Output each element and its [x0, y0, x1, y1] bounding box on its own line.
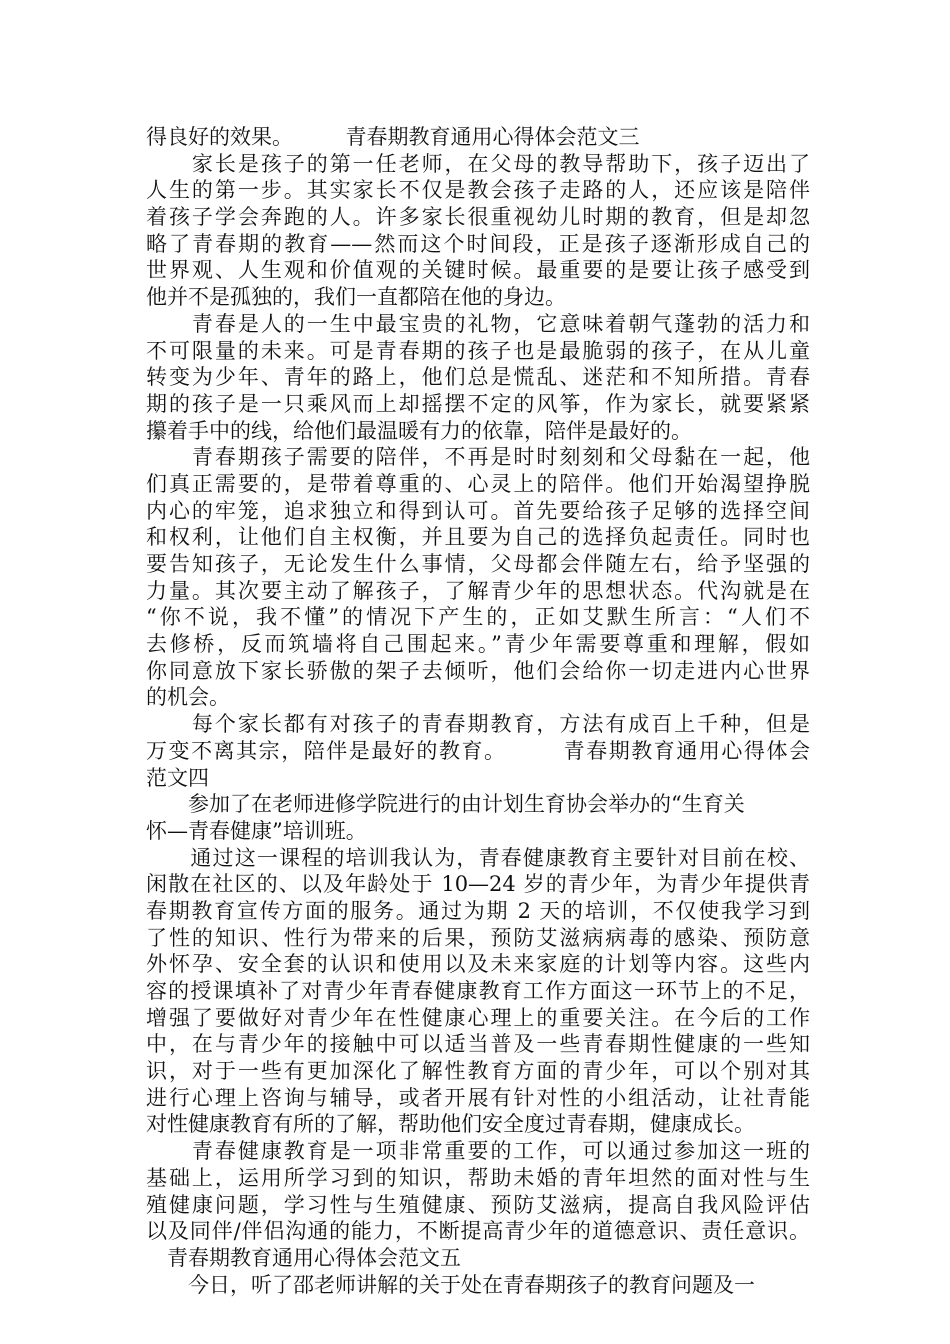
text-line: 人生的第一步。其实家长不仅是教会孩子走路的人，还应该是陪伴	[146, 178, 810, 203]
text-line: 他并不是孤独的，我们一直都陪在他的身边。	[146, 285, 566, 310]
text-line: 春期教育宣传方面的服务。通过为期 2 天的培训，不仅使我学习到	[146, 898, 810, 923]
text-line: 要告知孩子，无论发生什么事情，父母都会伴随左右，给予坚强的	[146, 552, 810, 576]
text-line: 着孩子学会奔跑的人。许多家长很重视幼儿时期的教育，但是却忽	[146, 205, 810, 230]
text-line: 们真正需要的，是带着尊重的、心灵上的陪伴。他们开始渴望挣脱	[146, 471, 810, 496]
text-line: 去修桥，反而筑墙将自己围起来。”青少年需要尊重和理解，假如	[146, 632, 810, 657]
text-line: 略了青春期的教育——然而这个时间段，正是孩子逐渐形成自己的	[146, 231, 810, 256]
text-line: 不可限量的未来。可是青春期的孩子也是最脆弱的孩子，在从儿童	[146, 338, 810, 363]
text-line: 进行心理上咨询与辅导，或者开展有针对性的小组活动，让社青能	[146, 1085, 810, 1110]
text-line: 和权利，让他们自主权衡，并且要为自己的选择负起责任。同时也	[146, 525, 810, 550]
text-line: 今日，听了邵老师讲解的关于处在青春期孩子的教育问题及一	[146, 1272, 755, 1297]
text-line: “你不说，我不懂”的情况下产生的，正如艾默生所言：“人们不	[146, 605, 810, 630]
text-line: 以及同伴/伴侣沟通的能力，不断提高青少年的道德意识、责任意识。	[146, 1219, 810, 1244]
text-line: 青春健康教育是一项非常重要的工作，可以通过参加这一班的	[146, 1139, 810, 1164]
text-line: 内心的牢笼，追求独立和得到认可。首先要给孩子足够的选择空间	[146, 498, 810, 523]
text-line: 万变不离其宗，陪伴是最好的教育。 青春期教育通用心得体会	[146, 738, 810, 763]
text-line: 中，在与青少年的接触中可以适当普及一些青春期性健康的一些知	[146, 1032, 810, 1057]
text-line: 世界观、人生观和价值观的关键时候。最重要的是要让孩子感受到	[146, 258, 810, 283]
text-line: 青春期教育通用心得体会范文五	[146, 1245, 461, 1270]
text-line: 对性健康教育有所的了解，帮助他们安全度过青春期，健康成长。	[146, 1112, 755, 1137]
text-line: 你同意放下家长骄傲的架子去倾听，他们会给你一切走进内心世界	[146, 658, 810, 683]
text-line: 的机会。	[146, 685, 230, 710]
text-line: 期的孩子是一只乘风而上却摇摆不定的风筝，作为家长，就要紧紧	[146, 391, 810, 416]
text-line: 青春是人的一生中最宝贵的礼物，它意味着朝气蓬勃的活力和	[146, 311, 810, 336]
text-line: 识，对于一些有更加深化了解性教育方面的青少年，可以个别对其	[146, 1059, 810, 1084]
text-line: 参加了在老师进修学院进行的由计划生育协会举办的“生育关	[146, 792, 745, 817]
text-line: 殖健康问题，学习性与生殖健康、预防艾滋病，提高自我风险评估	[146, 1192, 810, 1217]
text-line: 家长是孩子的第一任老师，在父母的教导帮助下，孩子迈出了	[146, 151, 810, 176]
text-line: 增强了要做好对青少年在性健康心理上的重要关注。在今后的工作	[146, 1005, 810, 1030]
text-line: 了性的知识、性行为带来的后果，预防艾滋病病毒的感染、预防意	[146, 925, 810, 950]
text-line: 攥着手中的线，给他们最温暖有力的依靠，陪伴是最好的。	[146, 418, 692, 443]
text-line: 通过这一课程的培训我认为，青春健康教育主要针对目前在校、	[146, 845, 810, 870]
text-line: 外怀孕、安全套的认识和使用以及未来家庭的计划等内容。这些内	[146, 952, 810, 977]
text-line: 每个家长都有对孩子的青春期教育，方法有成百上千种，但是	[146, 712, 810, 737]
text-line: 范文四	[146, 765, 209, 790]
text-line: 得良好的效果。 青春期教育通用心得体会范文三	[146, 125, 640, 149]
text-line: 力量。其次要主动了解孩子，了解青少年的思想状态。代沟就是在	[146, 578, 810, 603]
document-page	[146, 124, 810, 1298]
text-line: 容的授课填补了对青少年青春健康教育工作方面这一环节上的不足，	[146, 979, 810, 1003]
text-line: 青春期孩子需要的陪伴，不再是时时刻刻和父母黏在一起，他	[146, 445, 810, 470]
text-line: 基础上，运用所学习到的知识，帮助未婚的青年坦然的面对性与生	[146, 1165, 810, 1190]
text-line: 怀—青春健康”培训班。	[146, 818, 367, 843]
text-line: 闲散在社区的、以及年龄处于 10—24 岁的青少年，为青少年提供青	[146, 872, 810, 897]
text-line: 转变为少年、青年的路上，他们总是慌乱、迷茫和不知所措。青春	[146, 365, 810, 390]
